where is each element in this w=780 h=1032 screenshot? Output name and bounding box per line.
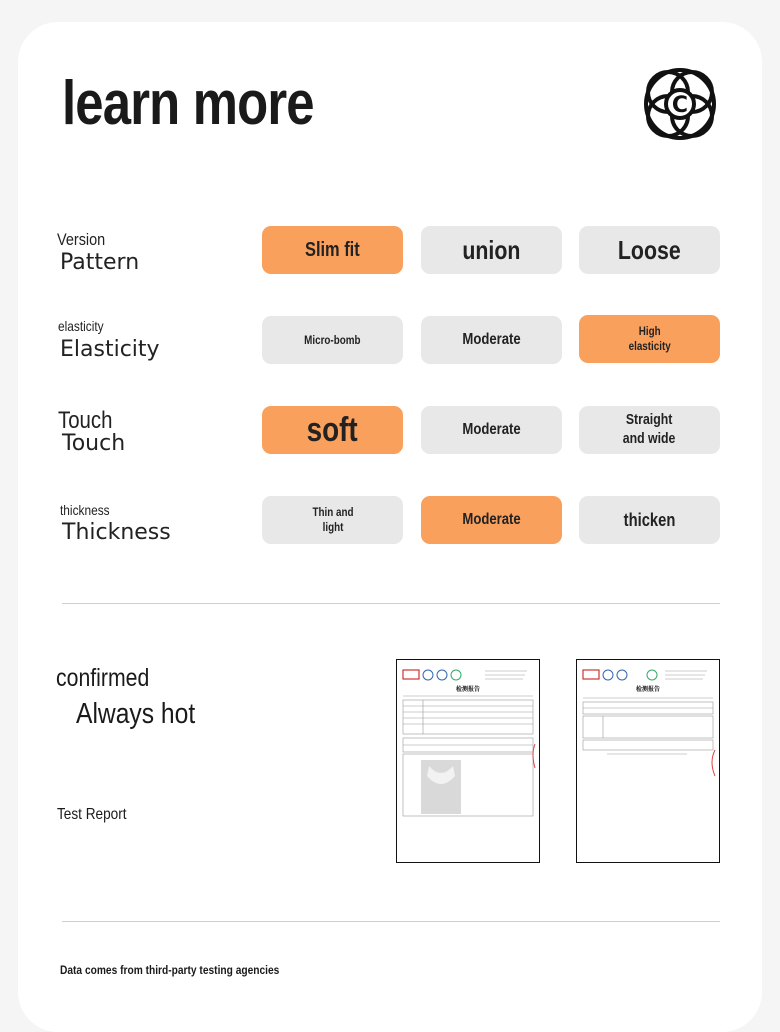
option-moderate-thickness[interactable]: Moderate [421,496,562,544]
row-label-thickness-small: thickness [60,502,110,518]
svg-text:C: C [671,93,689,118]
option-thicken[interactable]: thicken [579,496,720,544]
option-micro-bomb[interactable]: Micro-bomb [262,316,403,364]
report-title-2: 检测报告 [635,687,660,693]
divider-top [62,603,720,604]
row-label-elasticity: Elasticity [60,337,160,362]
confirmed-text: confirmed [56,664,150,692]
option-straight-and-wide[interactable]: Straight and wide [579,406,720,454]
option-moderate-touch[interactable]: Moderate [421,406,562,454]
test-report-image-1[interactable] [396,659,540,863]
report-title-1: 检测报告 [455,687,480,693]
test-report-label: Test Report [57,806,127,823]
rose-copyright-logo-icon [638,62,722,146]
row-label-version: Version [57,230,106,249]
row-label-thickness: Thickness [62,520,171,545]
option-soft[interactable]: soft [262,406,403,454]
option-moderate-elasticity[interactable]: Moderate [421,316,562,364]
test-report-image-2[interactable] [576,659,720,863]
option-thin-and-light[interactable]: Thin and light [262,496,403,544]
option-slim-fit[interactable]: Slim fit [262,226,403,274]
option-loose[interactable]: Loose [579,226,720,274]
row-label-touch: Touch [62,431,126,456]
divider-bottom [62,921,720,922]
footer-note: Data comes from third-party testing agencies [60,963,280,977]
option-high-elasticity[interactable]: High elasticity [579,315,720,363]
row-label-touch-small: Touch [58,407,113,434]
option-union[interactable]: union [421,226,562,274]
page-title: learn more [62,69,314,138]
always-hot-text: Always hot [76,698,196,730]
row-label-elasticity-small: elasticity [58,318,104,334]
row-label-pattern: Pattern [60,250,140,275]
